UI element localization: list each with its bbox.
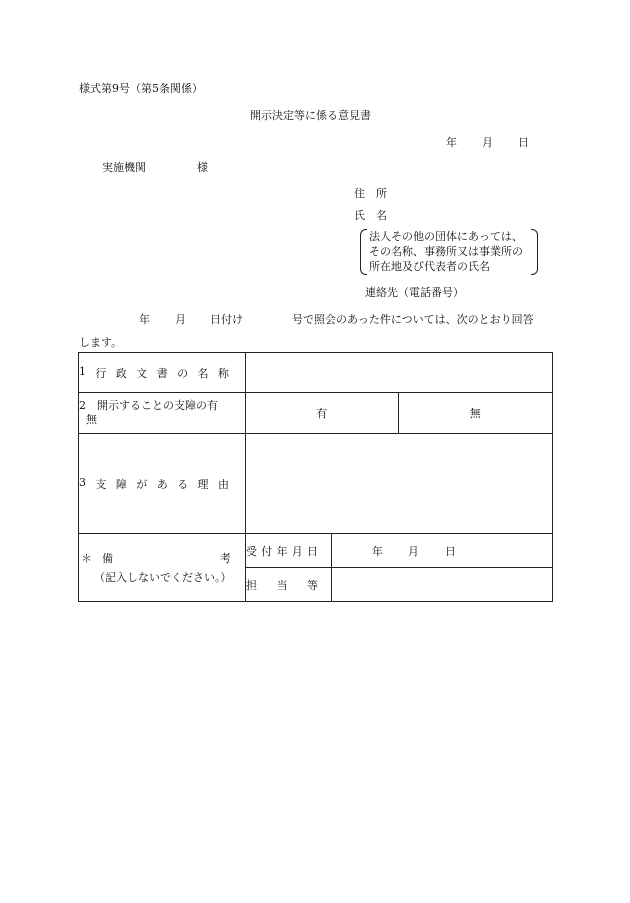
body-line2: します。	[79, 336, 123, 349]
name-label: 氏 名	[354, 209, 387, 222]
form-number: 様式第9号（第5条関係）	[79, 82, 203, 95]
document-title: 開示決定等に係る意見書	[250, 109, 371, 122]
address-label: 住 所	[354, 187, 387, 200]
row-received-date	[79, 534, 553, 568]
row-disclosure-issue	[79, 393, 553, 434]
right-bracket	[531, 229, 538, 275]
body-year: 年	[139, 313, 150, 326]
received-date-label: 受 付 年 月 日	[245, 534, 331, 568]
date-year: 年	[446, 136, 457, 149]
recipient-honorific: 様	[197, 161, 208, 174]
document-name-label: 1 行 政 文 書 の 名 称	[79, 353, 246, 393]
row-reason	[79, 434, 553, 534]
remarks-label: ＊ 備 考 （記入しないでください。）	[79, 534, 246, 602]
recipient-label: 実施機関	[102, 161, 146, 174]
reason-value[interactable]	[245, 434, 552, 534]
left-bracket	[360, 229, 367, 275]
option-no[interactable]: 無	[398, 393, 552, 434]
body-dated: 日付け	[210, 313, 243, 326]
staff-label: 担 当 等	[245, 568, 331, 602]
received-month: 月	[407, 544, 419, 558]
date-day: 日	[518, 136, 529, 149]
received-year: 年	[371, 544, 383, 558]
received-date-value[interactable]	[331, 534, 552, 568]
body-rest: 号で照会のあった件については、次のとおり回答	[292, 313, 534, 326]
disclosure-issue-label: 2 開示することの支障の有 無	[79, 393, 246, 434]
date-month: 月	[482, 136, 493, 149]
body-month: 月	[175, 313, 186, 326]
document-name-value[interactable]	[245, 353, 552, 393]
staff-value[interactable]	[331, 568, 552, 602]
row-document-name	[79, 353, 553, 393]
organization-note	[360, 229, 538, 275]
option-yes[interactable]: 有	[245, 393, 398, 434]
contact-label: 連絡先（電話番号）	[365, 286, 464, 299]
reason-label: 3 支 障 が あ る 理 由	[79, 434, 246, 534]
response-table	[78, 352, 553, 602]
received-day: 日	[444, 544, 456, 558]
organization-note-text: 法人その他の団体にあっては、 その名称、事務所又は事業所の 所在地及び代表者の氏名	[369, 230, 523, 273]
